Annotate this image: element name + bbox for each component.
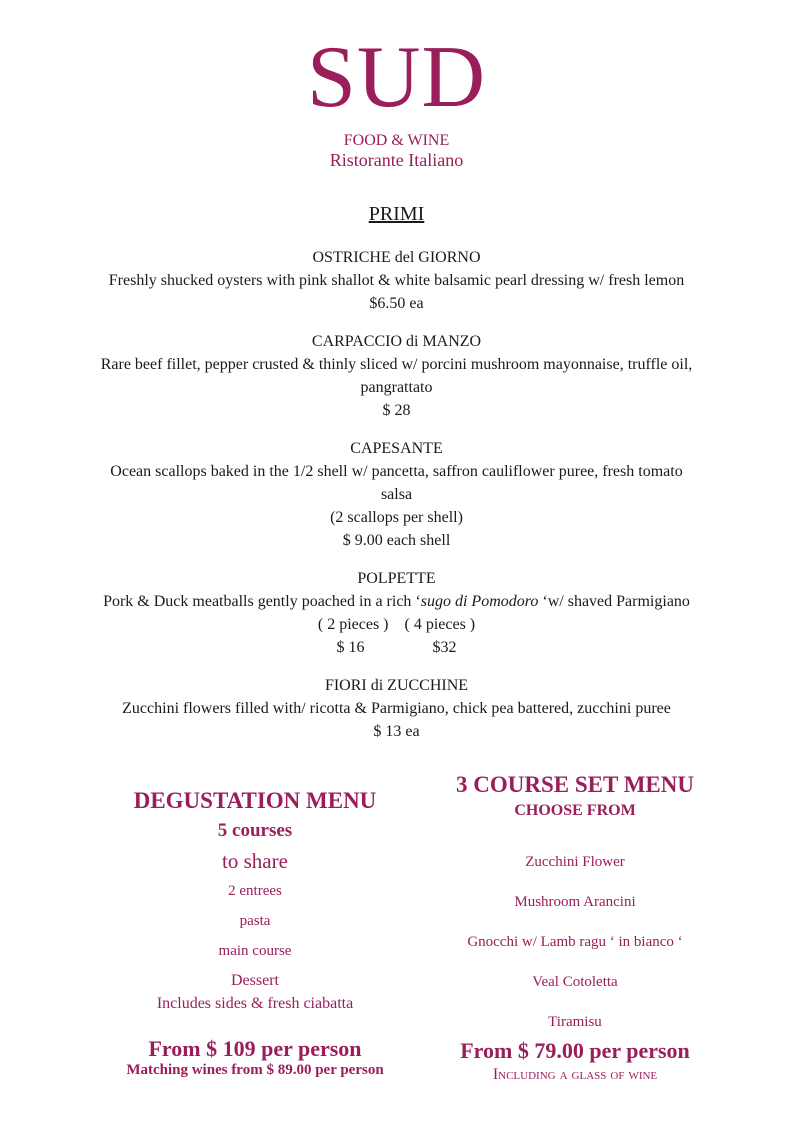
degustation-item: Dessert — [231, 972, 279, 989]
dish-ostriche — [0, 246, 793, 315]
dish-price: $ 28 — [382, 402, 411, 419]
price-two-pieces: $ 16 — [336, 639, 365, 656]
degustation-share: to share — [222, 849, 288, 873]
section-heading-primi: PRIMI — [368, 203, 425, 225]
option-two-pieces: ( 2 pieces ) — [317, 616, 389, 633]
dish-name: POLPETTE — [357, 570, 436, 587]
set-menu-item: Zucchini Flower — [525, 854, 625, 870]
dish-capesante — [0, 437, 793, 552]
dish-desc-italic: sugo di Pomodoro — [420, 593, 539, 610]
dish-description: Ocean scallops baked in the 1/2 shell w/ pancetta, saffron cauliflower puree, fresh tomato — [110, 463, 683, 480]
degustation-item: main course — [218, 943, 292, 959]
dish-carpaccio — [0, 330, 793, 422]
set-menu-wine: Including a glass of wine — [492, 1066, 658, 1083]
dish-name: OSTRICHE del GIORNO — [312, 249, 481, 266]
dish-prices — [0, 636, 793, 659]
set-menu-item: Tiramisu — [548, 1014, 602, 1030]
set-menu-item: Gnocchi w/ Lamb ragu ‘ in bianco ‘ — [467, 934, 683, 950]
dish-desc-post: ‘w/ shaved Parmigiano — [538, 593, 690, 610]
tagline-food-wine: FOOD & WINE — [343, 132, 450, 149]
set-menu — [430, 770, 720, 1086]
dish-desc-pre: Pork & Duck meatballs gently poached in a rich ‘ — [103, 593, 421, 610]
dish-price: $6.50 ea — [369, 295, 424, 312]
price-four-pieces: $32 — [432, 639, 457, 656]
degustation-title: DEGUSTATION MENU — [133, 788, 377, 813]
set-menu-choose: CHOOSE FROM — [514, 802, 636, 819]
degustation-sides: Includes sides & fresh ciabatta — [156, 995, 354, 1012]
set-menu-price: From $ 79.00 per person — [460, 1038, 690, 1063]
dish-note: (2 scallops per shell) — [330, 509, 463, 526]
degustation-item: 2 entrees — [228, 883, 282, 899]
dish-polpette — [0, 567, 793, 659]
degustation-menu — [80, 786, 430, 1078]
dish-description-cont: pangrattato — [360, 379, 433, 396]
dish-description: Zucchini flowers filled with/ ricotta & Parmigiano, chick pea battered, zucchini puree — [122, 700, 671, 717]
dish-description: Rare beef fillet, pepper crusted & thinly sliced w/ porcini mushroom mayonnaise, truffle oil, — [100, 356, 693, 373]
set-menu-item: Veal Cotoletta — [532, 974, 618, 990]
degustation-courses: 5 courses — [217, 820, 293, 841]
dish-price: $ 13 ea — [373, 723, 420, 740]
set-menu-title: 3 COURSE SET MENU — [456, 772, 694, 797]
degustation-price: From $ 109 per person — [148, 1036, 362, 1061]
dish-name: CAPESANTE — [350, 440, 443, 457]
dish-description-cont: salsa — [380, 486, 413, 503]
tagline-ristorante: Ristorante Italiano — [329, 150, 464, 170]
restaurant-logo: SUD — [306, 29, 487, 126]
set-menu-item: Mushroom Arancini — [514, 894, 636, 910]
degustation-item: pasta — [239, 913, 271, 929]
dish-name: CARPACCIO di MANZO — [311, 333, 482, 350]
dish-name: FIORI di ZUCCHINE — [324, 677, 469, 694]
dish-description — [0, 590, 793, 613]
dish-price: $ 9.00 each shell — [342, 532, 451, 549]
dish-options — [0, 613, 793, 636]
option-four-pieces: ( 4 pieces ) — [404, 616, 476, 633]
dish-description: Freshly shucked oysters with pink shallot & white balsamic pearl dressing w/ fresh lemon — [108, 272, 685, 289]
dish-fiori — [0, 674, 793, 743]
degustation-wines: Matching wines from $ 89.00 per person — [126, 1062, 384, 1078]
